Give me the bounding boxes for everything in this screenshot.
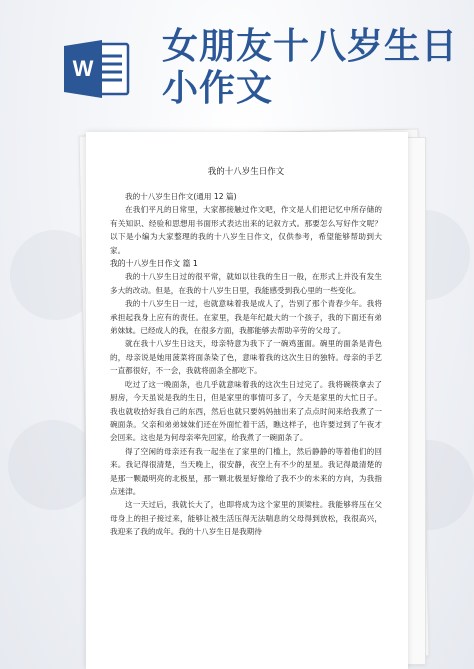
paragraph: 我的十八岁生日作文(通用 12 篇) [125,192,237,201]
paragraph: 在我们平凡的日常里，大家都接触过作文吧，作文是人们把记忆中所存储的有关知识、经验和思想用书面形式表达出来的记叙方式。那要怎么写好作文呢？以下是小编为大家整理的我的十八岁生日作文，仅供参考，希望能够帮助到大家。 [110,205,382,255]
page-title: 女朋友十八岁生日小作文 [162,26,459,109]
banner [0,0,474,120]
document-body [110,190,382,539]
document-title: 我的十八岁生日作文 [207,167,285,177]
paragraph: 我的十八岁生日过的很平常，就如以往我的生日一般，在形式上并没有发生多大的改动。但是，在我的十八岁生日里，我能感受到我心里的一些变化。 [110,272,382,295]
paragraph: 我的十八岁生日一过，也就意味着我是成人了，告别了那个青春少年。我将承担起我身上应有的责任。在家里，我是年纪最大的一个孩子，我的下面还有弟弟妹妹。已经成人的我，在很多方面，我都能够去帮助辛劳的父母了。 [110,299,382,336]
section-heading: 我的十八岁生日作文 篇 1 [110,259,198,269]
word-doc-icon [62,38,132,100]
paragraph: 就在我十八岁生日这天，母亲特意为我下了一碗鸡蛋面。碗里的面条是青色的，母亲说是她用菠菜将面条染了色，意味着我的这次生日的独特。母亲的手艺一直都很好，不一会，我就将面条全都吃下。 [110,339,382,376]
paragraph: 这一天过后，我就长大了，也即将成为这个家里的顶梁柱。我能够将压在父母身上的担子接过来，能够让被生活压得无法喘息的父母得到放松，我很高兴，我迎来了我的成年。我的十八岁生日是我期待 [110,500,382,537]
word-icon-letter: W [72,56,94,81]
paragraph: 吃过了这一晚面条，也几乎就意味着我的这次生日过完了。我将碗筷拿去了厨房，今天虽说是我的生日，但是家里的事情可多了，今天是家里的大忙日子。我也就收拾好我自己的东西，然后也就只要妈妈抽出来了点点时间来给我煮了一碗面条。父亲和弟弟妹妹们还在外面忙着干活，瞧这样子，也许要过到了午夜才会回来。这也是为何母亲率先回家，给我煮了一碗面条了。 [110,379,382,443]
document-page [86,132,408,669]
paragraph: 得了空闲的母亲还有我一起坐在了家里的门槛上，然后静静的等着他们的回来。我记得很清楚，当天晚上，很安静，夜空上有不少的星星。我记得最清楚的是那一颗最明亮的北极星，那一颗北极星好像给了我不少的未来的方向，为我指点迷津。 [110,446,382,496]
